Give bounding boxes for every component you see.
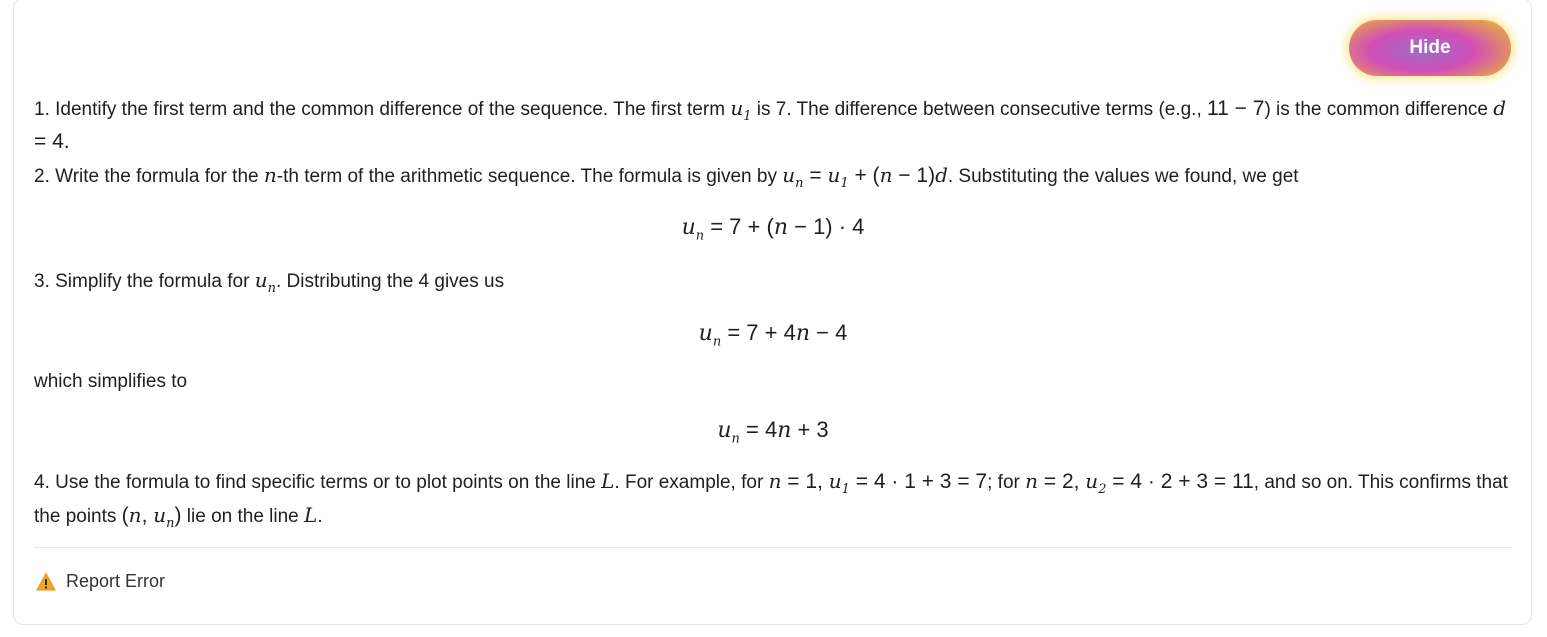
math-un: $u_n$ <box>254 268 276 296</box>
math-L: L <box>601 469 615 493</box>
math-n-b: n <box>1025 469 1039 493</box>
step-1-text-e: = 4. <box>34 130 70 153</box>
equation-1 <box>34 211 1512 244</box>
report-error-label: Report Error <box>66 571 166 591</box>
step-4-text-c: = 1, <box>781 470 829 493</box>
step-4-text-j: . <box>317 506 323 527</box>
eq1-lhs: $u_n$ <box>681 215 705 244</box>
divider <box>34 547 1512 548</box>
step-2-text-c: . Substituting the values we found, we get <box>947 166 1299 187</box>
math-pt-n: n <box>128 503 142 527</box>
math-n-a: n <box>768 469 782 493</box>
equation-2 <box>34 317 1512 350</box>
hide-button[interactable]: Hide <box>1349 20 1511 76</box>
math-u1: $u_1$ <box>730 96 752 124</box>
math-n2: n <box>879 163 893 187</box>
step-1-text-b: is 7. The difference between consecutive terms (e.g., <box>751 99 1208 120</box>
math-comma: , <box>141 504 154 527</box>
step-1 <box>34 92 1512 159</box>
eq3-a: = 4 <box>739 417 778 442</box>
step-3b <box>34 366 1512 398</box>
step-3-text: 3. Simplify the formula for <box>34 271 255 292</box>
step-4-text-i: lie on the line <box>181 506 305 527</box>
eq2-lhs: $u_n$ <box>698 321 722 350</box>
eq2-a: = 7 + 4 <box>721 320 796 345</box>
step-3b-text: which simplifies to <box>34 371 188 392</box>
math-minus: − 1) <box>892 164 936 187</box>
step-4-text-d: = 4 · 1 + 3 = 7 <box>849 470 988 493</box>
math-pt-un: $u_n$ <box>153 503 175 531</box>
eq3-n: n <box>777 418 792 443</box>
step-3 <box>34 264 1512 298</box>
solution-steps <box>34 92 1512 533</box>
eq2-b: − 4 <box>810 320 848 345</box>
report-error-button[interactable] <box>36 571 165 592</box>
math-d2: d <box>935 163 948 187</box>
step-4-text: 4. Use the formula to find specific terms or to plot points on the line <box>34 472 602 493</box>
eq3-lhs: $u_n$ <box>717 418 740 447</box>
equation-3 <box>34 414 1512 447</box>
step-1-text-c: ) is the common difference <box>1264 99 1494 120</box>
step-2-text-b: -th term of the arithmetic sequence. The formula is given by <box>276 166 783 187</box>
step-1-text: 1. Identify the first term and the common difference of the sequence. The first term <box>34 99 731 120</box>
step-4-text-g: = 4 · 2 + 3 = 11 <box>1106 470 1254 493</box>
math-paren-close: ) <box>174 504 182 527</box>
math-formula: $u_n$ <box>782 163 804 191</box>
step-2-text: 2. Write the formula for the <box>34 166 264 187</box>
step-4-text-e: ; for <box>987 472 1026 493</box>
math-u1c: $u_1$ <box>828 469 850 497</box>
warning-icon <box>36 572 56 592</box>
step-4-text-b: . For example, for <box>614 472 769 493</box>
math-u1b: $u_1$ <box>827 163 849 191</box>
eq1-a: = 7 + ( <box>704 214 774 239</box>
math-L2: L <box>304 503 318 527</box>
step-4 <box>34 465 1512 533</box>
math-plus: + ( <box>848 164 880 187</box>
step-2 <box>34 159 1512 193</box>
math-n: n <box>263 163 277 187</box>
eq1-b: − 1) · 4 <box>788 214 865 239</box>
eq2-n: n <box>795 321 811 346</box>
step-4-text-f: = 2, <box>1038 470 1086 493</box>
eq3-b: + 3 <box>791 417 829 442</box>
math-eq: = <box>803 164 828 187</box>
eq1-n: n <box>773 215 788 240</box>
math-u2: $u_2$ <box>1085 469 1107 497</box>
math-diff: 11 − 7 <box>1207 97 1265 120</box>
step-3-text-b: . Distributing the 4 gives us <box>275 271 505 292</box>
math-d: d <box>1493 96 1507 120</box>
step-4-text-h: , and so on. This confirms that the points <box>34 472 1508 527</box>
math-paren-open: ( <box>121 504 129 527</box>
